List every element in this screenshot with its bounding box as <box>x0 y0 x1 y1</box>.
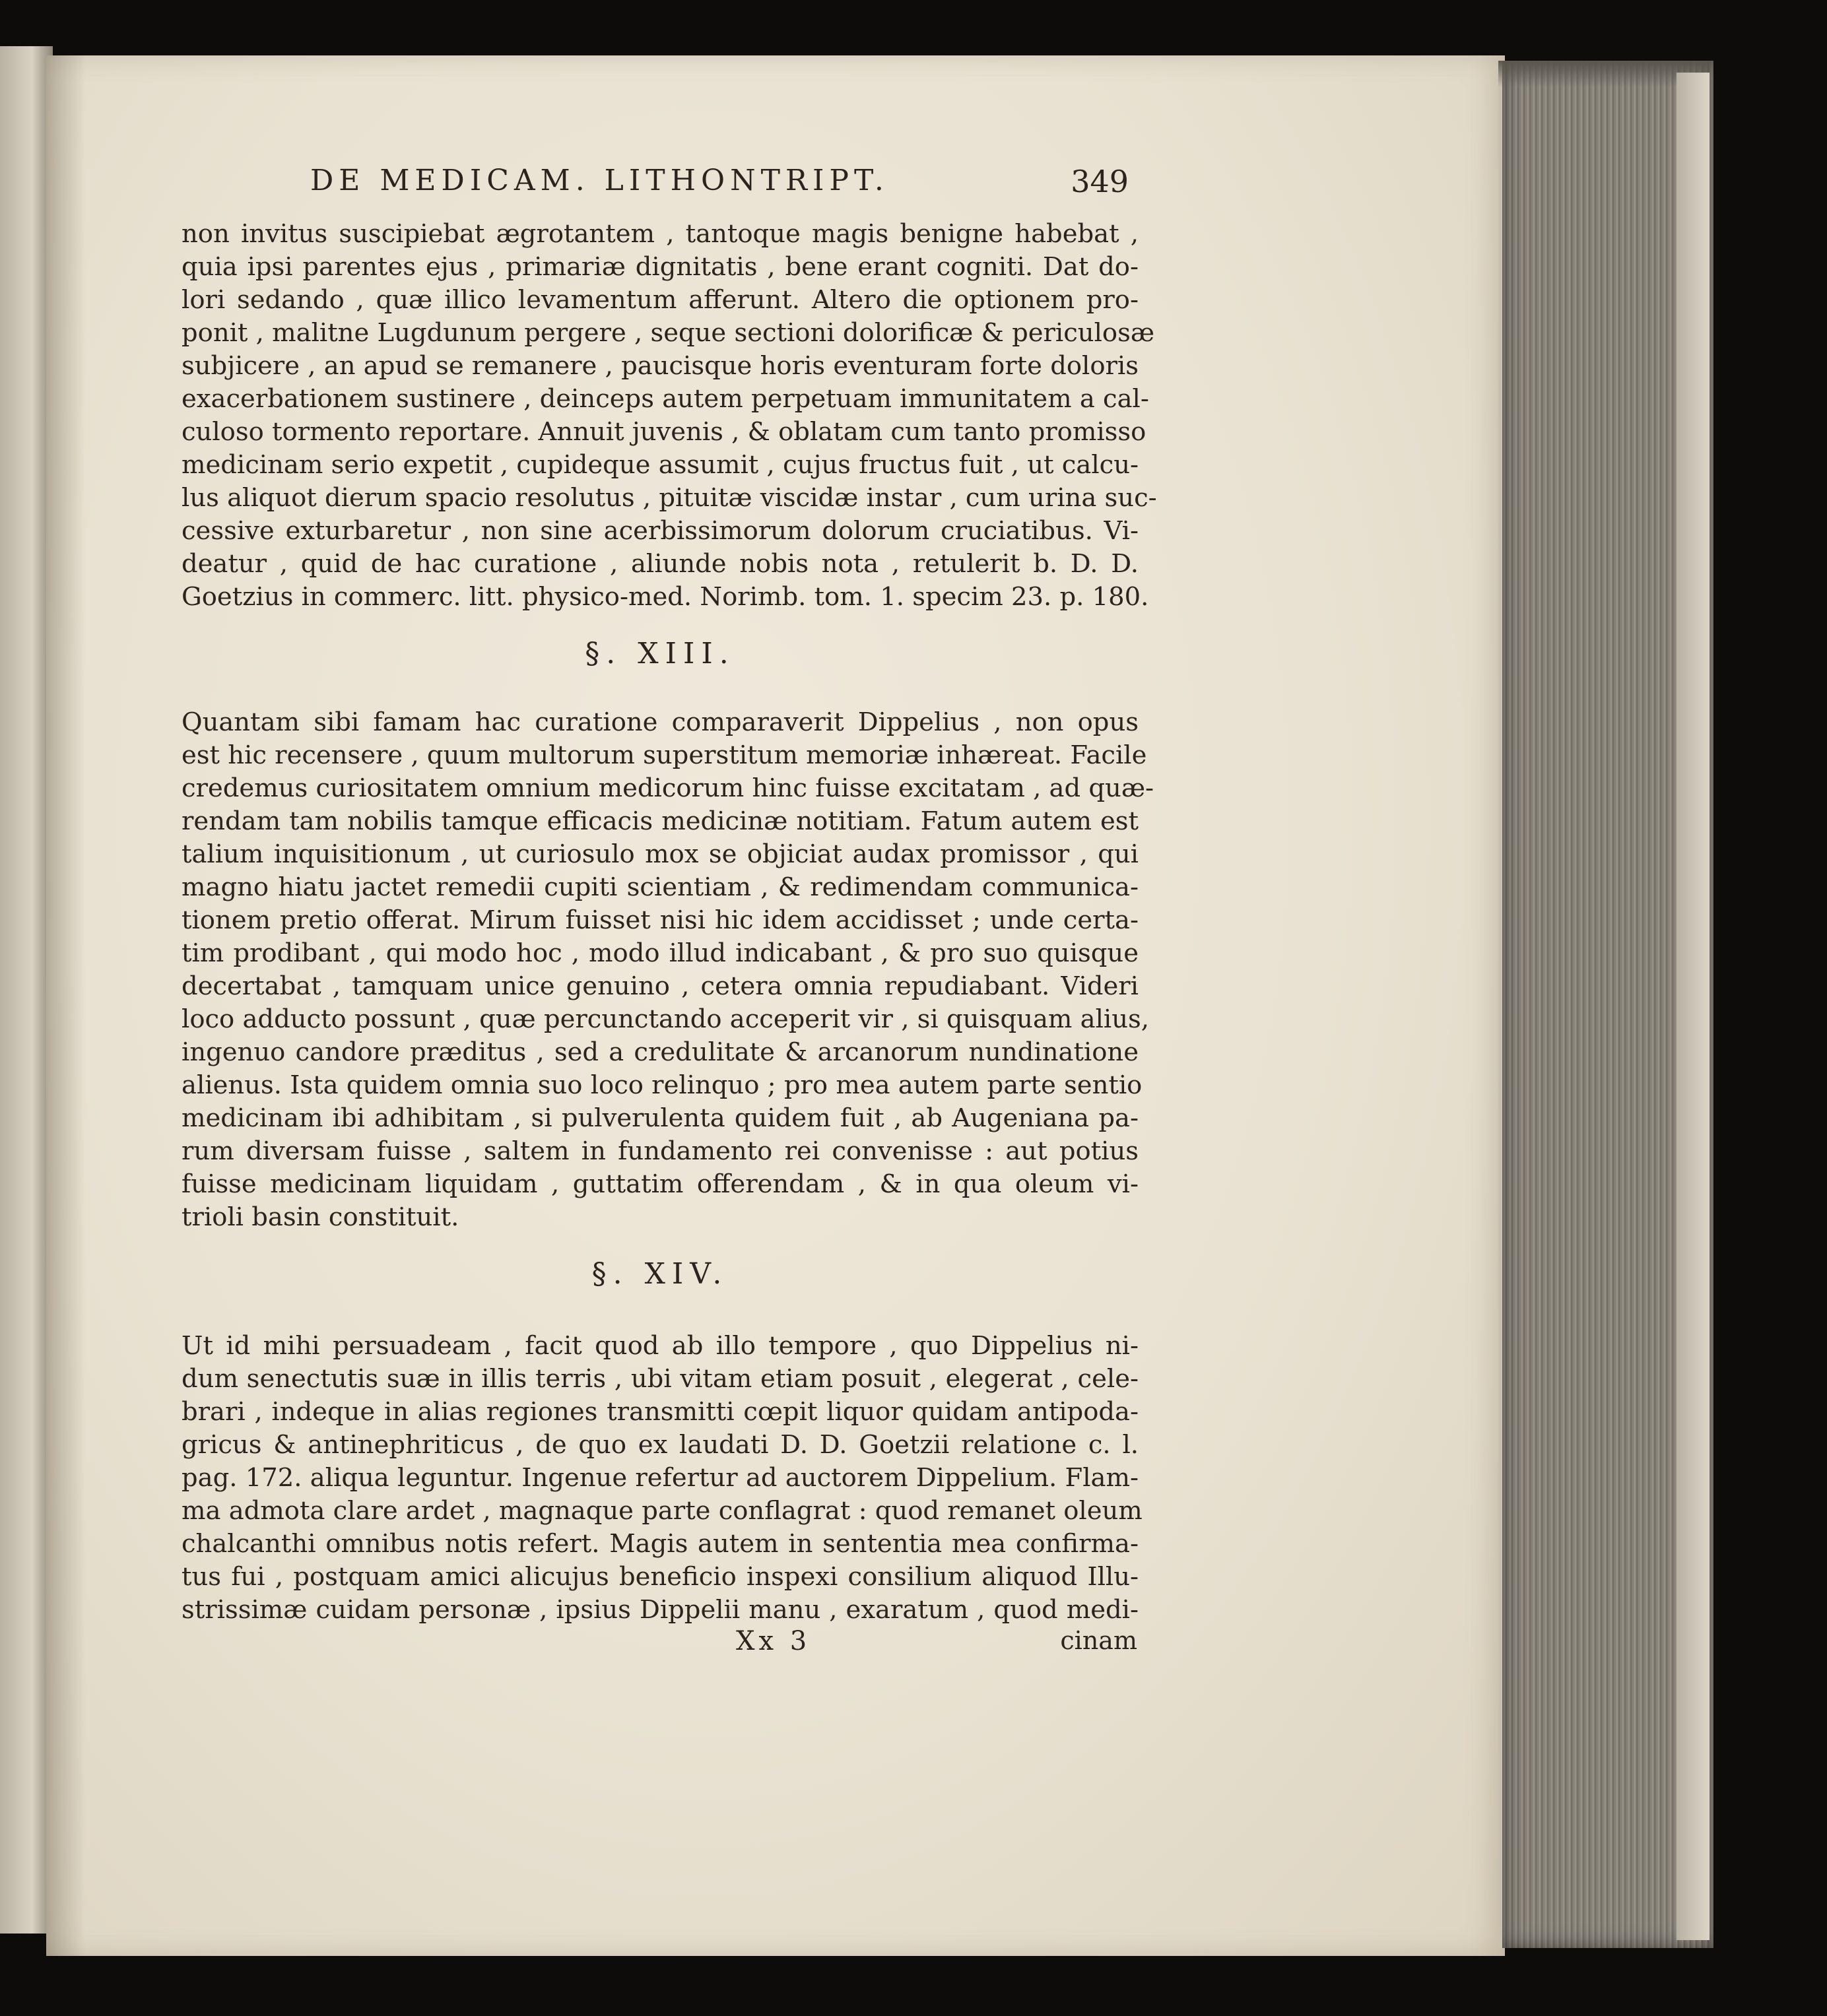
text-line: strissimæ cuidam personæ , ipsius Dippelii manu , exaratum , quod medi- <box>182 1595 1139 1625</box>
text-line: exacerbationem sustinere , deinceps autem perpetuam immunitatem a cal- <box>182 384 1149 414</box>
text-line: subjicere , an apud se remanere , paucisque horis eventuram forte doloris <box>182 351 1139 381</box>
text-line: est hic recensere , quum multorum superstitum memoriæ inhæreat. Facile <box>182 740 1147 770</box>
running-title: DE MEDICAM. LITHONTRIPT. <box>310 164 889 197</box>
text-line: culoso tormento reportare. Annuit juvenis , & oblatam cum tanto promisso <box>182 417 1146 447</box>
text-line: trioli basin constituit. <box>182 1202 459 1232</box>
catchword: cinam <box>1060 1626 1137 1655</box>
text-line: lori sedando , quæ illico levamentum afferunt. Altero die optionem pro- <box>182 285 1139 315</box>
text-line: magno hiatu jactet remedii cupiti scientiam , & redimendam communica- <box>182 872 1139 902</box>
text-line: lus aliquot dierum spacio resolutus , pituitæ viscidæ instar , cum urina suc- <box>182 483 1157 513</box>
text-line: medicinam serio expetit , cupideque assumit , cujus fructus fuit , ut calcu- <box>182 450 1139 480</box>
text-line: chalcanthi omnibus notis refert. Magis autem in sententia mea confirma- <box>182 1529 1139 1559</box>
text-line: fuisse medicinam liquidam , guttatim offerendam , & in qua oleum vi- <box>182 1169 1139 1199</box>
facing-page-edge <box>0 46 53 1934</box>
text-line: tus fui , postquam amici alicujus beneficio inspexi consilium aliquod Illu- <box>182 1562 1139 1592</box>
signature-mark: Xx 3 <box>736 1626 811 1656</box>
text-line: decertabat , tamquam unice genuino , cetera omnia repudiabant. Videri <box>182 971 1139 1001</box>
text-line: cessive exturbaretur , non sine acerbissimorum dolorum cruciatibus. Vi- <box>182 516 1139 546</box>
text-line: alienus. Ista quidem omnia suo loco relinquo ; pro mea autem parte sentio <box>182 1070 1143 1100</box>
text-line: pag. 172. aliqua leguntur. Ingenue refertur ad auctorem Dippelium. Flam- <box>182 1463 1139 1493</box>
text-line: brari , indeque in alias regiones transmitti cœpit liquor quidam antipoda- <box>182 1397 1139 1427</box>
text-line: non invitus suscipiebat ægrotantem , tantoque magis benigne habebat , <box>182 219 1139 249</box>
text-line: ponit , malitne Lugdunum pergere , seque sectioni dolorificæ & periculosæ <box>182 318 1155 348</box>
text-line: talium inquisitionum , ut curiosulo mox se objiciat audax promissor , qui <box>182 839 1139 869</box>
text-line: Quantam sibi famam hac curatione comparaverit Dippelius , non opus <box>182 707 1139 737</box>
book-cover-edge <box>1677 73 1710 1940</box>
text-line: gricus & antinephriticus , de quo ex laudati D. D. Goetzii relatione c. l. <box>182 1430 1139 1460</box>
gutter-shadow <box>46 55 86 1956</box>
text-line: dum senectutis suæ in illis terris , ubi vitam etiam posuit , elegerat , cele- <box>182 1364 1139 1394</box>
section-heading-14: §. XIV. <box>591 1257 729 1291</box>
text-line: Goetzius in commerc. litt. physico-med. Norimb. tom. 1. specim 23. p. 180. <box>182 582 1149 612</box>
text-line: credemus curiositatem omnium medicorum hinc fuisse excitatam , ad quæ- <box>182 773 1154 803</box>
text-line: rum diversam fuisse , saltem in fundamento rei convenisse : aut potius <box>182 1136 1139 1166</box>
text-line: tim prodibant , qui modo hoc , modo illud indicabant , & pro suo quisque <box>182 938 1139 968</box>
text-line: loco adducto possunt , quæ percunctando acceperit vir , si quisquam alius, <box>182 1004 1150 1034</box>
text-line: ingenuo candore præditus , sed a credulitate & arcanorum nundinatione <box>182 1037 1139 1067</box>
page-number: 349 <box>1071 164 1129 199</box>
section-heading-13: §. XIII. <box>585 637 735 670</box>
text-line: Ut id mihi persuadeam , facit quod ab illo tempore , quo Dippelius ni- <box>182 1331 1139 1361</box>
text-line: medicinam ibi adhibitam , si pulverulenta quidem fuit , ab Augeniana pa- <box>182 1103 1139 1133</box>
text-line: tionem pretio offerat. Mirum fuisset nisi hic idem accidisset ; unde certa- <box>182 905 1139 935</box>
text-line: quia ipsi parentes ejus , primariæ dignitatis , bene erant cogniti. Dat do- <box>182 252 1139 282</box>
text-line: rendam tam nobilis tamque efficacis medicinæ notitiam. Fatum autem est <box>182 806 1139 836</box>
running-head <box>310 164 1129 216</box>
text-line: deatur , quid de hac curatione , aliunde nobis nota , retulerit b. D. D. <box>182 549 1139 579</box>
text-line: ma admota clare ardet , magnaque parte conflagrat : quod remanet oleum <box>182 1496 1143 1526</box>
